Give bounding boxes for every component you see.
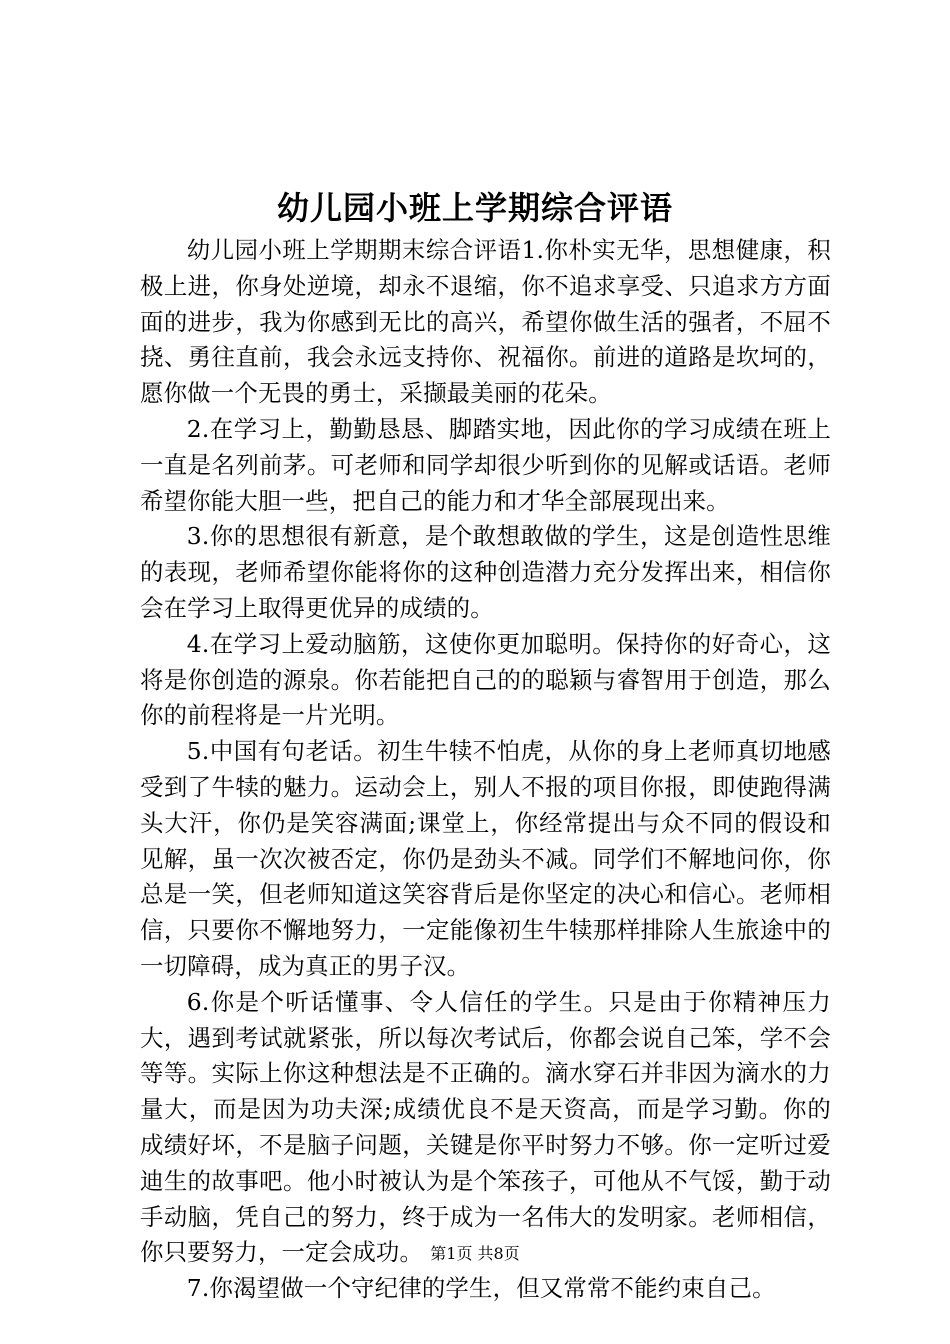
- paragraph-6: 6.你是个听话懂事、令人信任的学生。只是由于你精神压力大，遇到考试就紧张，所以每次考试后，你都会说自己笨，学不会等等。实际上你这种想法是不正确的。滴水穿石并非因为滴水的力量大，而是因为功夫深;成绩优良不是天资高，而是学习勤。你的成绩好坏，不是脑子问题，关键是你平时努力不够。你一定听过爱迪生的故事吧。他小时被认为是个笨孩子，可他从不气馁，勤于动手动脑，凭自己的努力，终于成为一名伟大的发明家。老师相信，你只要努力，一定会成功。: [140, 987, 831, 1267]
- document-title: 幼儿园小班上学期综合评语: [276, 189, 673, 227]
- paragraph-7: 7.你渴望做一个守纪律的学生，但又常常不能约束自己。: [186, 1274, 776, 1303]
- paragraph-4: 4.在学习上爱动脑筋，这使你更加聪明。保持你的好奇心，这将是你创造的源泉。你若能把自己的的聪颖与睿智用于创造，那么你的前程将是一片光明。: [140, 629, 831, 730]
- paragraph-2: 2.在学习上，勤勤恳恳、脚踏实地，因此你的学习成绩在班上一直是名列前茅。可老师和同学却很少听到你的见解或话语。老师希望你能大胆一些，把自己的能力和才华全部展现出来。: [140, 414, 831, 515]
- paragraph-5: 5.中国有句老话。初生牛犊不怕虎，从你的身上老师真切地感受到了牛犊的魅力。运动会上，别人不报的项目你报，即使跑得满头大汗，你仍是笑容满面;课堂上，你经常提出与众不同的假设和见解，虽一次次被否定，你仍是劲头不减。同学们不解地问你，你总是一笑，但老师知道这笑容背后是你坚定的决心和信心。老师相信，只要你不懈地努力，一定能像初生牛犊那样排除人生旅途中的一切障碍，成为真正的男子汉。: [140, 737, 831, 980]
- paragraph-1: 幼儿园小班上学期期末综合评语1.你朴实无华，思想健康，积极上进，你身处逆境，却永不退缩，你不追求享受、只追求方方面面的进步，我为你感到无比的高兴，希望你做生活的强者，不屈不挠、勇往直前，我会永远支持你、祝福你。前进的道路是坎坷的，愿你做一个无畏的勇士，采撷最美丽的花朵。: [140, 236, 831, 408]
- document-body: [140, 233, 831, 1307]
- page-footer: 第1页 共8页: [430, 1244, 520, 1263]
- paragraph-3: 3.你的思想很有新意，是个敢想敢做的学生，这是创造性思维的表现，老师希望你能将你的这种创造潜力充分发挥出来，相信你会在学习上取得更优异的成绩的。: [140, 522, 831, 622]
